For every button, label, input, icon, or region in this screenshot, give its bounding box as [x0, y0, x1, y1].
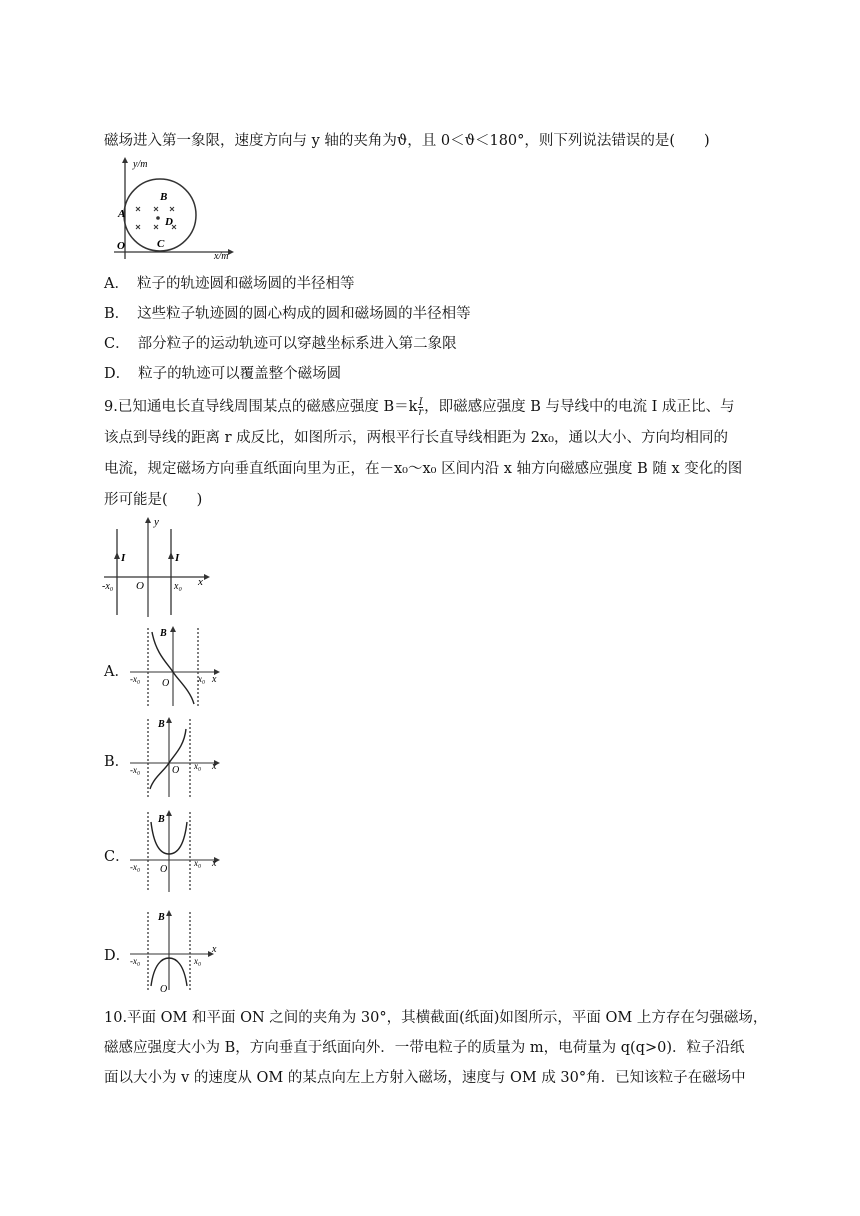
svg-text:O: O	[160, 984, 168, 992]
q8-option-c: C． 部分粒子的运动轨迹可以穿越坐标系进入第二象限	[104, 336, 457, 352]
q8-stem-tail: 磁场进入第一象限，速度方向与 y 轴的夹角为ϑ，且 0＜ϑ＜180°，则下列说法错误的是( )	[104, 133, 710, 149]
svg-text:O: O	[136, 580, 144, 592]
svg-text:B: B	[158, 912, 165, 923]
q9-line-1: 9.已知通电长直导线周围某点的磁感应强度 B＝k $\frac{I}{r}$ ，即磁感应强度 B 与导线中的电流 I 成正比、与	[104, 396, 735, 418]
svg-text:O: O	[172, 765, 180, 776]
svg-text:x: x	[212, 761, 217, 772]
svg-text:x₀: x₀	[174, 581, 182, 592]
q8-option-a: A． 粒子的轨迹圆和磁场圆的半径相等	[104, 276, 355, 292]
svg-text:B: B	[158, 719, 165, 730]
svg-text:-x₀: -x₀	[130, 956, 141, 966]
svg-text:x₀: x₀	[194, 761, 202, 771]
svg-text:x: x	[212, 858, 217, 869]
svg-text:-x₀: -x₀	[130, 674, 141, 684]
svg-text:x: x	[212, 674, 217, 685]
svg-text:x₀: x₀	[194, 858, 202, 868]
q10-line-3: 面以大小为 v 的速度从 OM 的某点向左上方射入磁场，速度与 OM 成 30°角．已知该粒子在磁场中	[104, 1070, 746, 1086]
q8-y-axis-label: y/m	[133, 159, 148, 170]
svg-text:B: B	[158, 814, 165, 825]
q9-line-4: 形可能是( )	[104, 492, 203, 508]
svg-text:O: O	[162, 678, 170, 689]
q9-wires-figure	[100, 515, 215, 620]
q9-option-a-label: A．	[104, 664, 129, 680]
q9-option-b-label: B．	[104, 754, 130, 770]
svg-text:-x₀: -x₀	[130, 862, 141, 872]
q8-point-c: C	[157, 238, 165, 250]
q10-line-1: 10.平面 OM 和平面 ON 之间的夹角为 30°，其横截面(纸面)如图所示，平面 OM 上方存在匀强磁场，	[104, 1010, 768, 1026]
svg-text:x₀: x₀	[194, 956, 202, 966]
svg-text:-x₀: -x₀	[130, 765, 141, 775]
q9-option-c-label: C．	[104, 849, 130, 865]
q8-origin: O	[117, 240, 125, 252]
q8-point-b: B	[160, 191, 168, 203]
q8-x-axis-label: x/m	[214, 251, 229, 262]
q9-option-d-graph	[128, 908, 223, 992]
q9-option-d-label: D．	[104, 948, 131, 964]
q9-option-c-graph	[128, 808, 223, 894]
svg-text:y: y	[154, 516, 159, 528]
q9-option-a-graph	[128, 624, 223, 708]
svg-text:O: O	[160, 864, 168, 875]
q8-magnetic-circle-figure	[110, 155, 240, 263]
svg-text:x: x	[212, 944, 217, 955]
svg-text:B: B	[160, 628, 167, 639]
q9-fraction: $\frac{I}{r}$	[418, 396, 424, 418]
svg-text:-x₀: -x₀	[102, 581, 114, 592]
svg-text:x: x	[198, 576, 203, 588]
q9-option-b-graph	[128, 715, 223, 799]
q9-line-2: 该点到导线的距离 r 成反比，如图所示，两根平行长直导线相距为 2x₀，通以大小、方向均相同的	[104, 430, 728, 446]
svg-text:x₀: x₀	[198, 674, 206, 684]
q10-line-2: 磁感应强度大小为 B，方向垂直于纸面向外．一带电粒子的质量为 m，电荷量为 q(q>0)．粒子沿纸	[104, 1040, 745, 1056]
q8-point-d: D	[165, 216, 173, 228]
q8-option-d: D． 粒子的轨迹可以覆盖整个磁场圆	[104, 366, 342, 382]
svg-text:I: I	[121, 552, 126, 564]
svg-text:I: I	[175, 552, 180, 564]
q9-line-3: 电流，规定磁场方向垂直纸面向里为正，在－x₀～x₀ 区间内沿 x 轴方向磁感应强度 B 随 x 变化的图	[104, 461, 743, 477]
q8-option-b: B． 这些粒子轨迹圆的圆心构成的圆和磁场圆的半径相等	[104, 306, 471, 322]
q8-point-a: A	[118, 208, 126, 220]
